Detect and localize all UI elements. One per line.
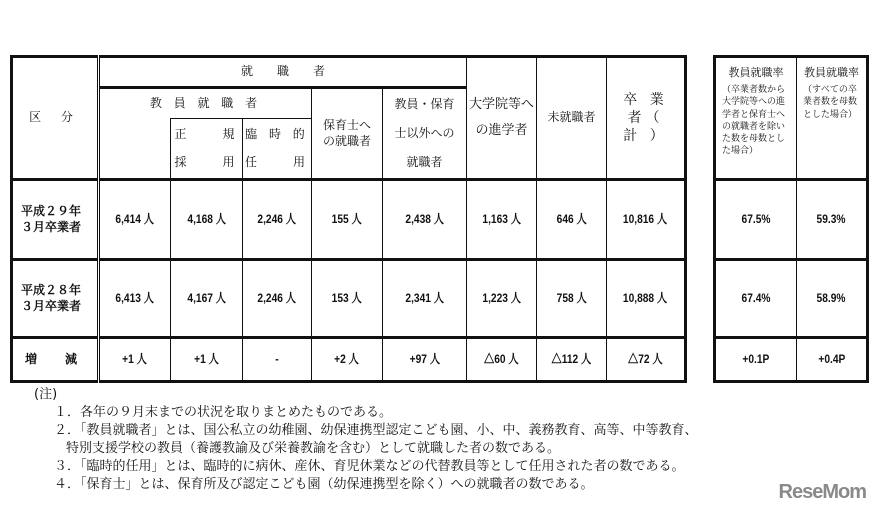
- employment-table: [10, 55, 687, 383]
- teacher-cell: +1 人: [99, 338, 171, 382]
- teacher-total-header: [99, 119, 171, 180]
- table-row: [715, 338, 868, 382]
- grad-cell: 1,163 人: [467, 180, 537, 260]
- note-item: 特別支援学校の教員（養護教諭及び栄養教諭を含む）として就職した者の数である。: [66, 441, 561, 456]
- nursery-cell: +2 人: [312, 338, 383, 382]
- rate2-cell: +0.4P: [797, 338, 868, 382]
- graduates-cell: △72 人: [607, 338, 686, 382]
- table-row: [12, 338, 686, 382]
- unemployed-cell: 758 人: [537, 260, 607, 338]
- table-row: [12, 260, 686, 338]
- temporary-cell: -: [243, 338, 312, 382]
- regular-cell: 4,167 人: [171, 260, 243, 338]
- temporary-header: 臨 時 的 任 用: [243, 119, 312, 180]
- unemployed-cell: △112 人: [537, 338, 607, 382]
- notes-title: (注): [34, 387, 58, 402]
- other-cell: +97 人: [383, 338, 467, 382]
- rate1-cell: 67.4%: [715, 260, 797, 338]
- rate2-header: 教員就職率 （すべての卒業者数を母数とした場合）: [797, 57, 868, 180]
- unemployed-cell: 646 人: [537, 180, 607, 260]
- regular-header: 正 規 採 用: [171, 119, 243, 180]
- teacher-employed-header: 教 員 就 職 者: [99, 88, 312, 119]
- resemom-logo: ReseMom: [778, 481, 866, 503]
- table-row: [12, 180, 686, 260]
- temporary-cell: 2,246 人: [243, 260, 312, 338]
- graduates-cell: 10,888 人: [607, 260, 686, 338]
- other-cell: 2,438 人: [383, 180, 467, 260]
- graduates-cell: 10,816 人: [607, 180, 686, 260]
- regular-cell: 4,168 人: [171, 180, 243, 260]
- row-label: 平成２９年 ３月卒業者: [12, 180, 99, 260]
- row-label: 増 減: [12, 338, 99, 382]
- nursery-cell: 153 人: [312, 260, 383, 338]
- rate1-cell: +0.1P: [715, 338, 797, 382]
- note-item: １．各年の９月末までの状況を取りまとめたものである。: [54, 405, 393, 420]
- temporary-cell: 2,246 人: [243, 180, 312, 260]
- table-row: [715, 180, 868, 260]
- note-item: ２．「教員就職者」とは、国公私立の幼稚園、幼保連携型認定こども園、小、中、義務教育、高等、中等教育、: [54, 423, 698, 438]
- grad-cell: △60 人: [467, 338, 537, 382]
- employed-header: 就 職 者: [99, 57, 467, 88]
- table-row: [715, 260, 868, 338]
- regular-cell: +1 人: [171, 338, 243, 382]
- note-item: ３．「臨時的任用」とは、臨時的に病休、産休、育児休業などの代替教員等として任用された者の数である。: [54, 459, 685, 474]
- rate2-cell: 58.9%: [797, 260, 868, 338]
- notes: [34, 386, 698, 494]
- other-employed-header: 教員・保育士以外への就職者: [383, 88, 467, 180]
- teacher-cell: 6,413 人: [99, 260, 171, 338]
- rate1-header: 教員就職率 （卒業者数から大学院等への進学者と保育士への就職者を除いた数を母数とした場合）: [715, 57, 797, 180]
- other-cell: 2,341 人: [383, 260, 467, 338]
- rate1-cell: 67.5%: [715, 180, 797, 260]
- nursery-header: 保育士への就職者: [312, 88, 383, 180]
- rates-table: [713, 55, 869, 383]
- unemployed-header: 未就職者: [537, 57, 607, 180]
- note-item: ４．「保育士」とは、保育所及び認定こども園（幼保連携型を除く）への就職者の数である。: [54, 477, 594, 492]
- rate2-cell: 59.3%: [797, 180, 868, 260]
- nursery-cell: 155 人: [312, 180, 383, 260]
- graduates-header: 卒 業 者（ 計 ）: [607, 57, 686, 180]
- teacher-cell: 6,414 人: [99, 180, 171, 260]
- grad-school-header: 大学院等への進学者: [467, 57, 537, 180]
- grad-cell: 1,223 人: [467, 260, 537, 338]
- row-label: 平成２８年 ３月卒業者: [12, 260, 99, 338]
- category-header: 区 分: [12, 57, 99, 180]
